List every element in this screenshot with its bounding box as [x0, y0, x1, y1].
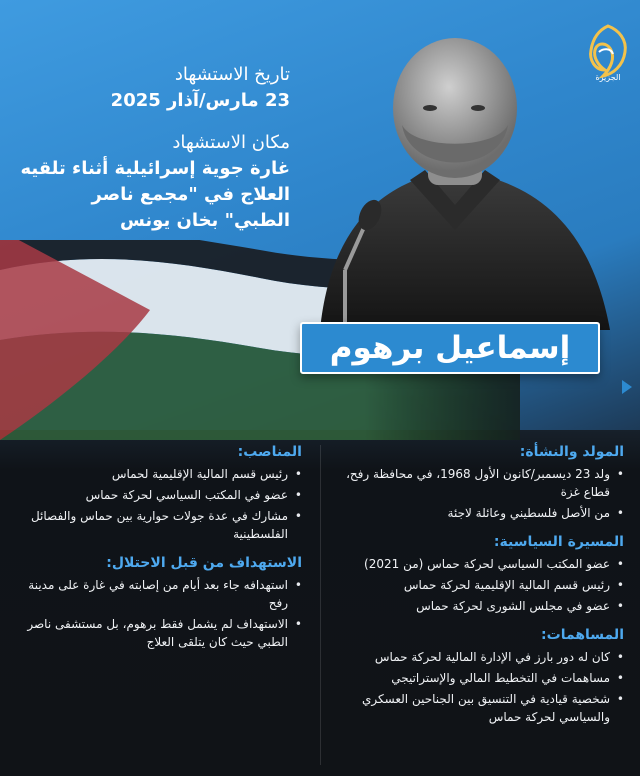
list-item: • كان له دور بارز في الإدارة المالية لحركة حماس: [328, 648, 624, 666]
right-column: [328, 442, 624, 736]
list-item: • رئيس قسم المالية الإقليمية لحركة حماس: [328, 576, 624, 594]
martyrdom-place-label: مكان الاستشهاد: [172, 132, 290, 153]
section-birth: [328, 442, 624, 522]
column-divider: [320, 445, 321, 765]
portrait-photo: [290, 30, 620, 330]
martyrdom-date-label: تاريخ الاستشهاد: [174, 64, 290, 85]
list-item: • ولد 23 ديسمبر/كانون الأول 1968، في محافظة رفح، قطاع غزة: [328, 465, 624, 501]
section-political-career: [328, 532, 624, 615]
left-column: [12, 442, 302, 661]
martyrdom-place-value: غارة جوية إسرائيلية أثناء تلقيه العلاج في "مجمع ناصر الطبي" بخان يونس: [20, 158, 290, 231]
section-positions: [12, 442, 302, 543]
list-item: • مشارك في عدة جولات حوارية بين حماس والفصائل الفلسطينية: [12, 507, 302, 543]
list-item: • عضو في المكتب السياسي لحركة حماس: [12, 486, 302, 504]
hero-info: [20, 62, 290, 250]
list-item: • عضو المكتب السياسي لحركة حماس (من 2021): [328, 555, 624, 573]
section-contributions: [328, 625, 624, 726]
section-positions-title: المناصب:: [237, 444, 302, 460]
list-item: • الاستهداف لم يشمل فقط برهوم، بل مستشفى ناصر الطبي حيث كان يتلقى العلاج: [12, 615, 302, 651]
list-item: • رئيس قسم المالية الإقليمية لحماس: [12, 465, 302, 483]
list-item: • استهدافه جاء بعد أيام من إصابته في غارة على مدينة رفح: [12, 576, 302, 612]
section-birth-title: المولد والنشأة:: [519, 444, 624, 460]
martyrdom-date-value: 23 مارس/آذار 2025: [110, 90, 290, 111]
aljazeera-logo: [585, 22, 631, 82]
section-targeting-title: الاستهداف من قبل الاحتلال:: [106, 555, 302, 571]
martyrdom-place-block: [20, 130, 290, 234]
logo-text: الجزيرة: [595, 73, 621, 82]
martyrdom-date-block: [20, 62, 290, 114]
banner-arrow-icon: [622, 380, 632, 394]
list-item: • شخصية قيادية في التنسيق بين الجناحين العسكري والسياسي لحركة حماس: [328, 690, 624, 726]
list-item: • مساهمات في التخطيط المالي والإستراتيجي: [328, 669, 624, 687]
section-political-career-title: المسيرة السياسية:: [493, 534, 624, 550]
section-targeting: [12, 553, 302, 651]
person-name-banner: إسماعيل برهوم: [300, 322, 600, 374]
list-item: • من الأصل فلسطيني وعائلة لاجئة: [328, 504, 624, 522]
section-contributions-title: المساهمات:: [541, 627, 624, 643]
list-item: • عضو في مجلس الشورى لحركة حماس: [328, 597, 624, 615]
